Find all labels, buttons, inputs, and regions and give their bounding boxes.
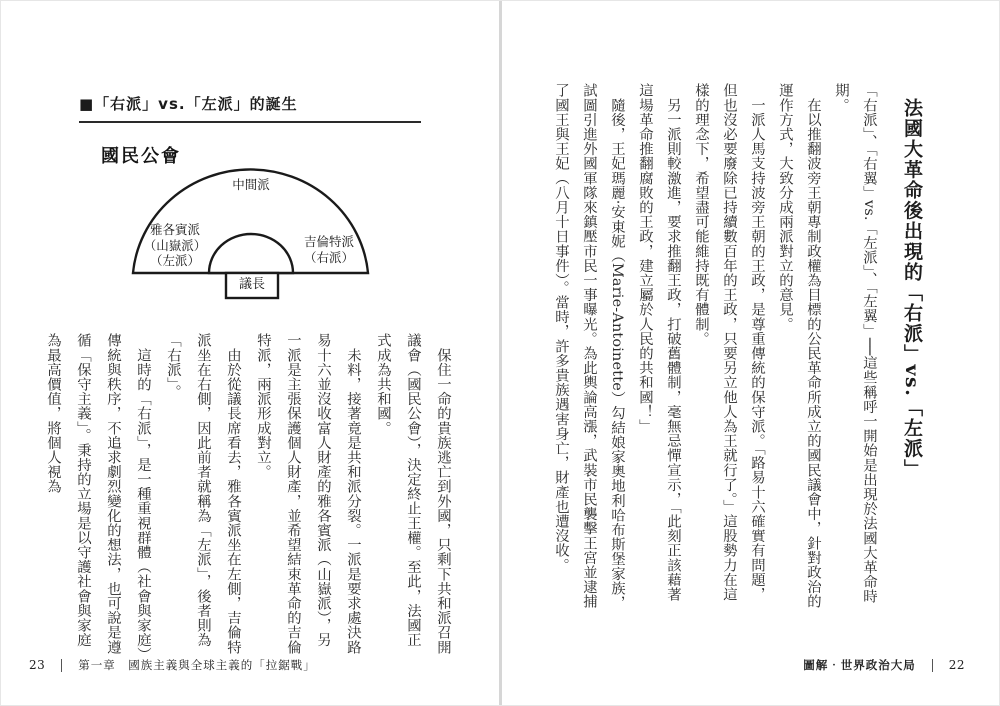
book-title: 圖解‧世界政治大局 [803, 658, 916, 672]
section-heading: ■「右派」vs.「左派」的誕生 [79, 93, 421, 123]
page-right [502, 1, 1000, 706]
footer-divider [932, 659, 933, 672]
page-left [1, 1, 499, 706]
jacobin-label-line3: （左派） [149, 253, 200, 269]
left-page-number: 23 [29, 658, 46, 672]
right-body-text [513, 83, 883, 613]
right-page-number: 22 [948, 658, 965, 672]
footer-divider [61, 659, 62, 672]
right-page-footer [803, 657, 965, 673]
paragraph: 保住一命的貴族逃亡到外國，只剩下共和派召開議會（國民公會），決定終止王權。至此，法國正式成為共和國。 [375, 333, 451, 655]
diagram-title: 國民公會 [101, 146, 181, 167]
girondin-label-line1: 吉倫特派 [303, 234, 354, 249]
paragraph: 由於從議長席看去，雅各賓派坐在左側，吉倫特派坐在右側，因此前者就稱為「左派」，後者則為「右派」。 [165, 333, 241, 655]
paragraph: 這時的「右派」，是一種重視群體（社會與家庭）傳統與秩序，不追求劇烈變化的想法，也可說是遵循「保守主義」。秉持的立場是以守護社會與家庭為最高價值，將個人視為 [45, 333, 151, 655]
left-body-text [18, 333, 458, 655]
jacobin-faction-label [137, 222, 213, 269]
paragraph: 未料，接著竟是共和派分裂。一派是要求處決路易十六並沒收富人財產的雅各賓派（山嶽派），另一派是主張保護個人財產，並希望結束革命的吉倫特派，兩派形成對立。 [255, 333, 361, 655]
paragraph: 隨後，王妃瑪麗‧安東妮（Marie-Antoinette）勾結娘家奧地利哈布斯堡家族，試圖引進外國軍隊來鎮壓市民一事曝光。為此輿論高漲，武裝市民襲擊王宮並逮捕了國王與王妃（八月十日事件）。當時，許多貴族遇害身亡，財產也遭沒收。 [553, 83, 625, 610]
chapter-title: 法國大革命後出現的「右派」vs.「左派」 [901, 98, 923, 480]
chair-label: 議長 [238, 277, 265, 292]
chapter-reference: 第一章 國族主義與全球主義的「拉鋸戰」 [78, 658, 316, 672]
jacobin-label-line2: （山嶽派） [143, 237, 207, 253]
paragraph: 一派人馬支持波旁王朝的王政，是尊重傳統的保守派。「路易十六確實有問題，但也沒必要廢除已持續數百年的王政，只要另立他人為王就行了。」這股勢力在這樣的理念下，希望盡可能維持既有體制。 [693, 83, 765, 602]
jacobin-label-line1: 雅各賓派 [149, 222, 200, 237]
paragraph: 在以推翻波旁王朝專制政權為目標的公民革命所成立的國民議會中，針對政治的運作方式，大致分成兩派對立的意見。 [777, 83, 821, 609]
paragraph: 「右派」、「右翼」vs.「左派」、「左翼」──這些稱呼一開始是出現於法國大革命時期。 [833, 83, 877, 604]
center-faction-label: 中間派 [232, 177, 270, 192]
paragraph: 另一派則較激進，要求推翻王政，打破舊體制，毫無忌憚宣示，「此刻正該藉著這場革命推翻腐敗的王政，建立屬於人民的共和國！」 [637, 83, 681, 602]
girondin-faction-label [291, 234, 367, 265]
girondin-label-line2: （右派） [303, 249, 354, 265]
left-page-footer [29, 657, 316, 673]
